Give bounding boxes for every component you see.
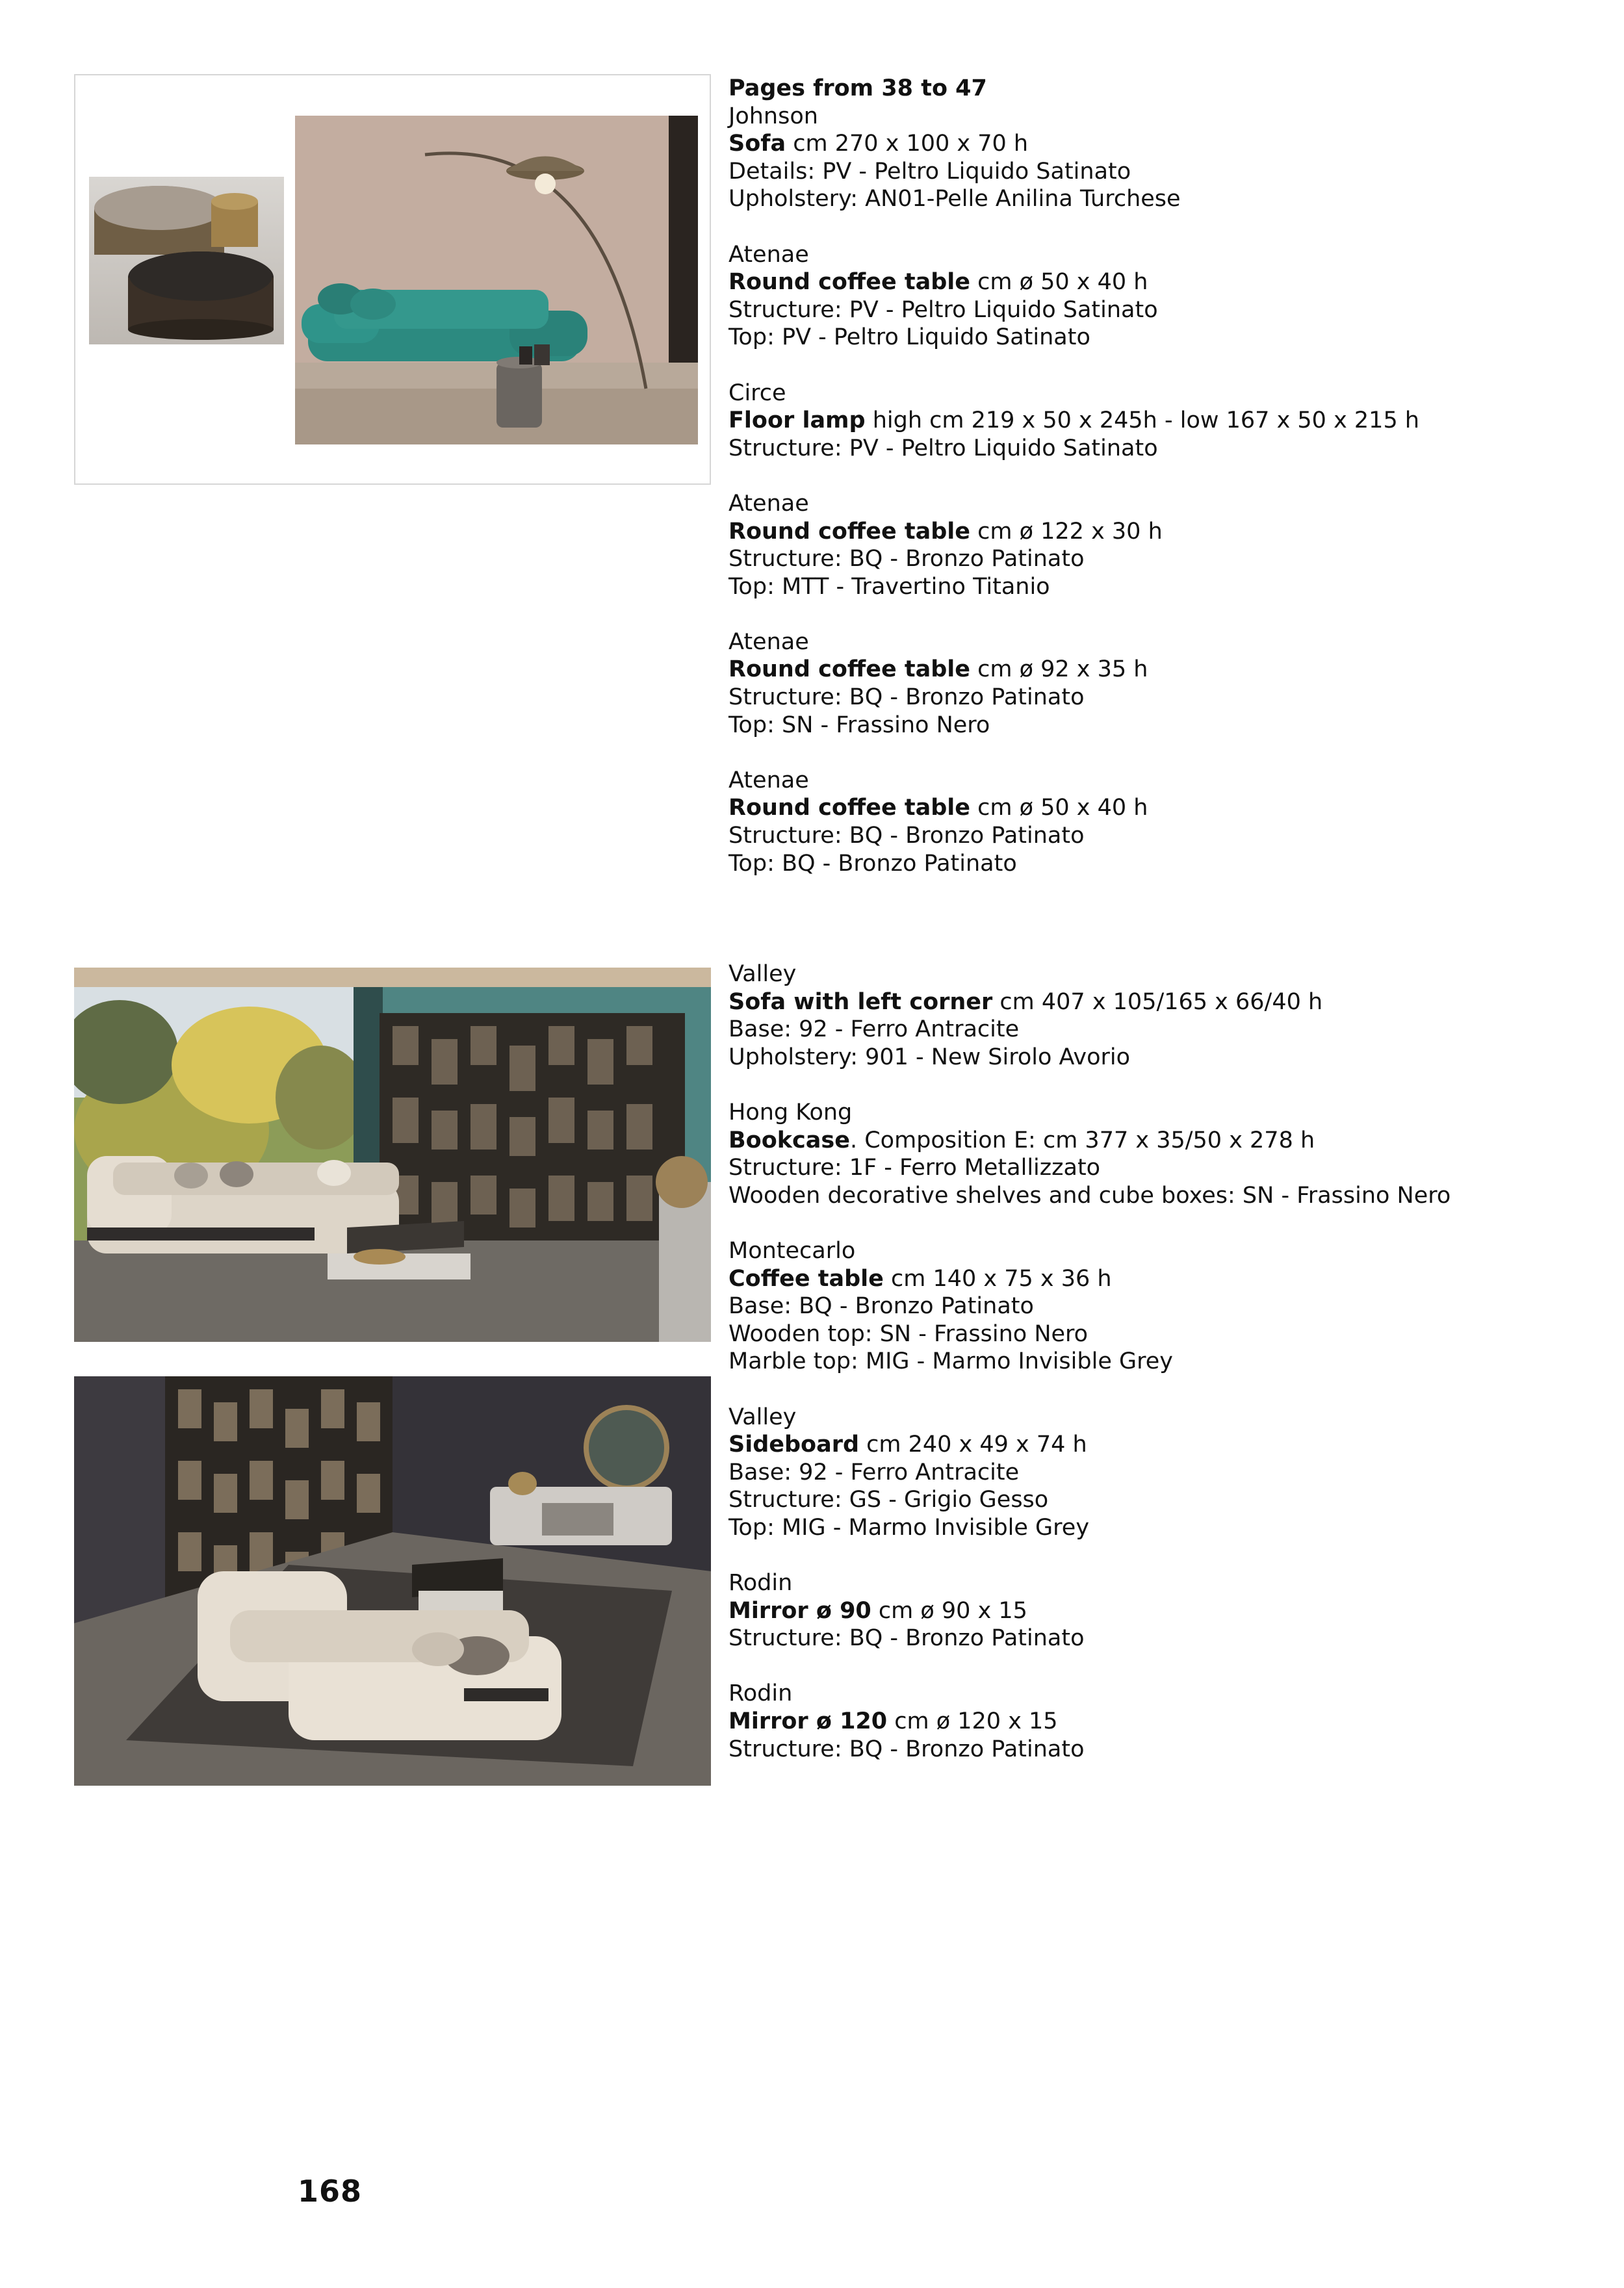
spec-line: Structure: PV - Peltro Liquido Satinato — [728, 296, 1158, 323]
spec-line: Wooden decorative shelves and cube boxes: SN - Frassino Nero — [728, 1182, 1451, 1209]
product-line: Coffee table cm 140 x 75 x 36 h — [728, 1265, 1112, 1292]
product-line: Round coffee table cm ø 50 x 40 h — [728, 269, 1148, 296]
spec-line: Structure: BQ - Bronzo Patinato — [728, 546, 1085, 572]
product-block — [728, 241, 1586, 352]
product-line: Mirror ø 90 cm ø 90 x 15 — [728, 1597, 1027, 1624]
product-line: Sideboard cm 240 x 49 x 74 h — [728, 1432, 1087, 1458]
model-name: Atenae — [728, 767, 809, 793]
spec-line: Structure: BQ - Bronzo Patinato — [728, 1625, 1085, 1652]
spec-line: Structure: GS - Grigio Gesso — [728, 1487, 1049, 1513]
model-name: Circe — [728, 379, 786, 406]
valley-sideboard-room-photo — [74, 1376, 711, 1786]
spec-line: Wooden top: SN - Frassino Nero — [728, 1320, 1089, 1347]
product-block — [728, 1404, 1586, 1542]
model-name: Valley — [728, 1404, 797, 1430]
image-frame — [74, 74, 711, 485]
product-line: Round coffee table cm ø 122 x 30 h — [728, 518, 1163, 545]
spec-line: Base: 92 - Ferro Antracite — [728, 1016, 1020, 1043]
atenae-tables-photo — [89, 177, 284, 344]
spec-line: Base: BQ - Bronzo Patinato — [728, 1293, 1034, 1320]
spec-line: Top: MTT - Travertino Titanio — [728, 573, 1050, 600]
product-block — [728, 103, 1586, 213]
product-list-section-2 — [728, 960, 1586, 1791]
section-heading: Pages from 38 to 47 — [728, 75, 987, 101]
spec-line: Top: BQ - Bronzo Patinato — [728, 850, 1017, 877]
product-line: Sofa with left corner cm 407 x 105/165 x 66/40 h — [728, 988, 1323, 1015]
model-name: Rodin — [728, 1570, 793, 1597]
page-number: 168 — [298, 2174, 363, 2209]
product-list-section-1 — [728, 75, 1586, 905]
valley-living-room-photo — [74, 968, 711, 1342]
product-line: Mirror ø 120 cm ø 120 x 15 — [728, 1708, 1058, 1735]
model-name: Hong Kong — [728, 1099, 853, 1125]
spec-line: Upholstery: AN01-Pelle Anilina Turchese — [728, 186, 1181, 212]
model-name: Valley — [728, 961, 797, 987]
model-name: Atenae — [728, 490, 809, 517]
spec-line: Top: MIG - Marmo Invisible Grey — [728, 1514, 1090, 1541]
spec-line: Marble top: MIG - Marmo Invisible Grey — [728, 1348, 1173, 1375]
product-block — [728, 379, 1586, 463]
product-line: Round coffee table cm ø 92 x 35 h — [728, 656, 1148, 683]
spec-line: Base: 92 - Ferro Antracite — [728, 1459, 1020, 1485]
product-line: Floor lamp high cm 219 x 50 x 245h - low 167 x 50 x 215 h — [728, 407, 1420, 434]
spec-line: Structure: BQ - Bronzo Patinato — [728, 684, 1085, 711]
product-line: Round coffee table cm ø 50 x 40 h — [728, 795, 1148, 821]
model-name: Johnson — [728, 103, 818, 129]
model-name: Rodin — [728, 1680, 793, 1707]
spec-line: Details: PV - Peltro Liquido Satinato — [728, 158, 1131, 185]
product-block — [728, 1569, 1586, 1652]
model-name: Atenae — [728, 241, 809, 268]
product-block — [728, 1099, 1586, 1209]
product-line: Bookcase. Composition E: cm 377 x 35/50 x 278 h — [728, 1127, 1315, 1153]
spec-line: Upholstery: 901 - New Sirolo Avorio — [728, 1044, 1131, 1070]
spec-line: Top: PV - Peltro Liquido Satinato — [728, 324, 1090, 351]
spec-line: Structure: 1F - Ferro Metallizzato — [728, 1155, 1101, 1181]
spec-line: Structure: BQ - Bronzo Patinato — [728, 1736, 1085, 1762]
product-block — [728, 628, 1586, 739]
product-line: Sofa cm 270 x 100 x 70 h — [728, 131, 1029, 157]
product-block — [728, 490, 1586, 600]
product-block — [728, 1237, 1586, 1376]
product-block — [728, 960, 1586, 1071]
spec-line: Structure: PV - Peltro Liquido Satinato — [728, 435, 1158, 461]
spec-line: Structure: BQ - Bronzo Patinato — [728, 823, 1085, 849]
model-name: Montecarlo — [728, 1237, 856, 1264]
model-name: Atenae — [728, 628, 809, 655]
johnson-sofa-photo — [295, 116, 698, 444]
product-block — [728, 767, 1586, 877]
spec-line: Top: SN - Frassino Nero — [728, 712, 990, 738]
product-block — [728, 1680, 1586, 1763]
